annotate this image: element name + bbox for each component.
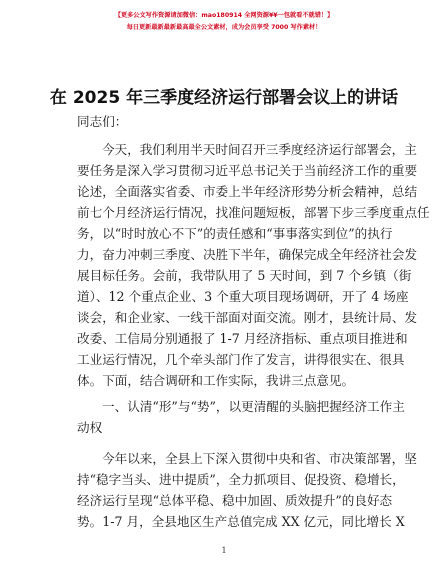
paragraph-line: 道）、12 个重点企业、3 个重大项目现场调研，开了 4 场座 [77,289,409,304]
section-heading: 动权 [77,420,103,435]
paragraph-line: 展目标任务。会前，我带队用了 5 天时间，到 7 个乡镇（街 [77,268,412,283]
paragraph-line: 要任务是深入学习贯彻习近平总书记关于当前经济工作的重要 [77,163,418,178]
paragraph-line: 持“稳字当头、进中提质”，全力抓项目、促投资、稳增长， [77,472,405,487]
paragraph-line: 势。1-7 月，全县地区生产总值完成 XX 亿元，同比增长 X [77,514,405,529]
paragraph-line: 工业运行情况，几个牵头部门作了发言，讲得很实在、很具 [77,352,405,367]
paragraph-line: 改委、工信局分别通报了 1-7 月经济指标、重点项目推进和 [77,331,408,346]
paragraph-line: 今年以来，全县上下深入贯彻中央和省、市决策部署，坚 [102,451,417,466]
salutation: 同志们： [77,114,128,129]
paragraph-line: 谈会，和企业家、一线干部面对面交流。刚才，县统计局、发 [77,310,418,325]
paragraph-line: 今天，我们利用半天时间召开三季度经济运行部署会，主 [102,142,417,157]
section-heading: 一、认清“形”与“势”，以更清醒的头脑把握经济工作主 [102,399,405,414]
paragraph-line: 体。下面，结合调研和工作实际，我讲三点意见。 [77,373,355,388]
paragraph-line: 论述，全面落实省委、市委上半年经济形势分析会精神，总结 [77,184,418,199]
document-title: 在 2025 年三季度经济运行部署会议上的讲话 [49,88,399,108]
promo-banner-line-1: 【更多公文写作资源请加微信：mao180914 全网资源¥¥一包就看不就错！】 [114,12,334,19]
paragraph-line: 力，奋力冲刺三季度、决胜下半年，确保完成全年经济社会发 [77,247,418,262]
paragraph-line: 务，以“时时放心不下”的责任感和“事事落实到位”的执行 [77,226,393,241]
paragraph-line: 经济运行呈现“总体平稳、稳中加固、质效提升”的良好态 [77,493,393,508]
page-number: 1 [221,546,227,555]
promo-banner-line-2: 每日更新最新最新最高最全公文素材，成为会员享受 7000 写作素材！ [126,24,322,31]
paragraph-line: 前七个月经济运行情况，找准问题短板，部署下步三季度重点任 [77,205,430,220]
